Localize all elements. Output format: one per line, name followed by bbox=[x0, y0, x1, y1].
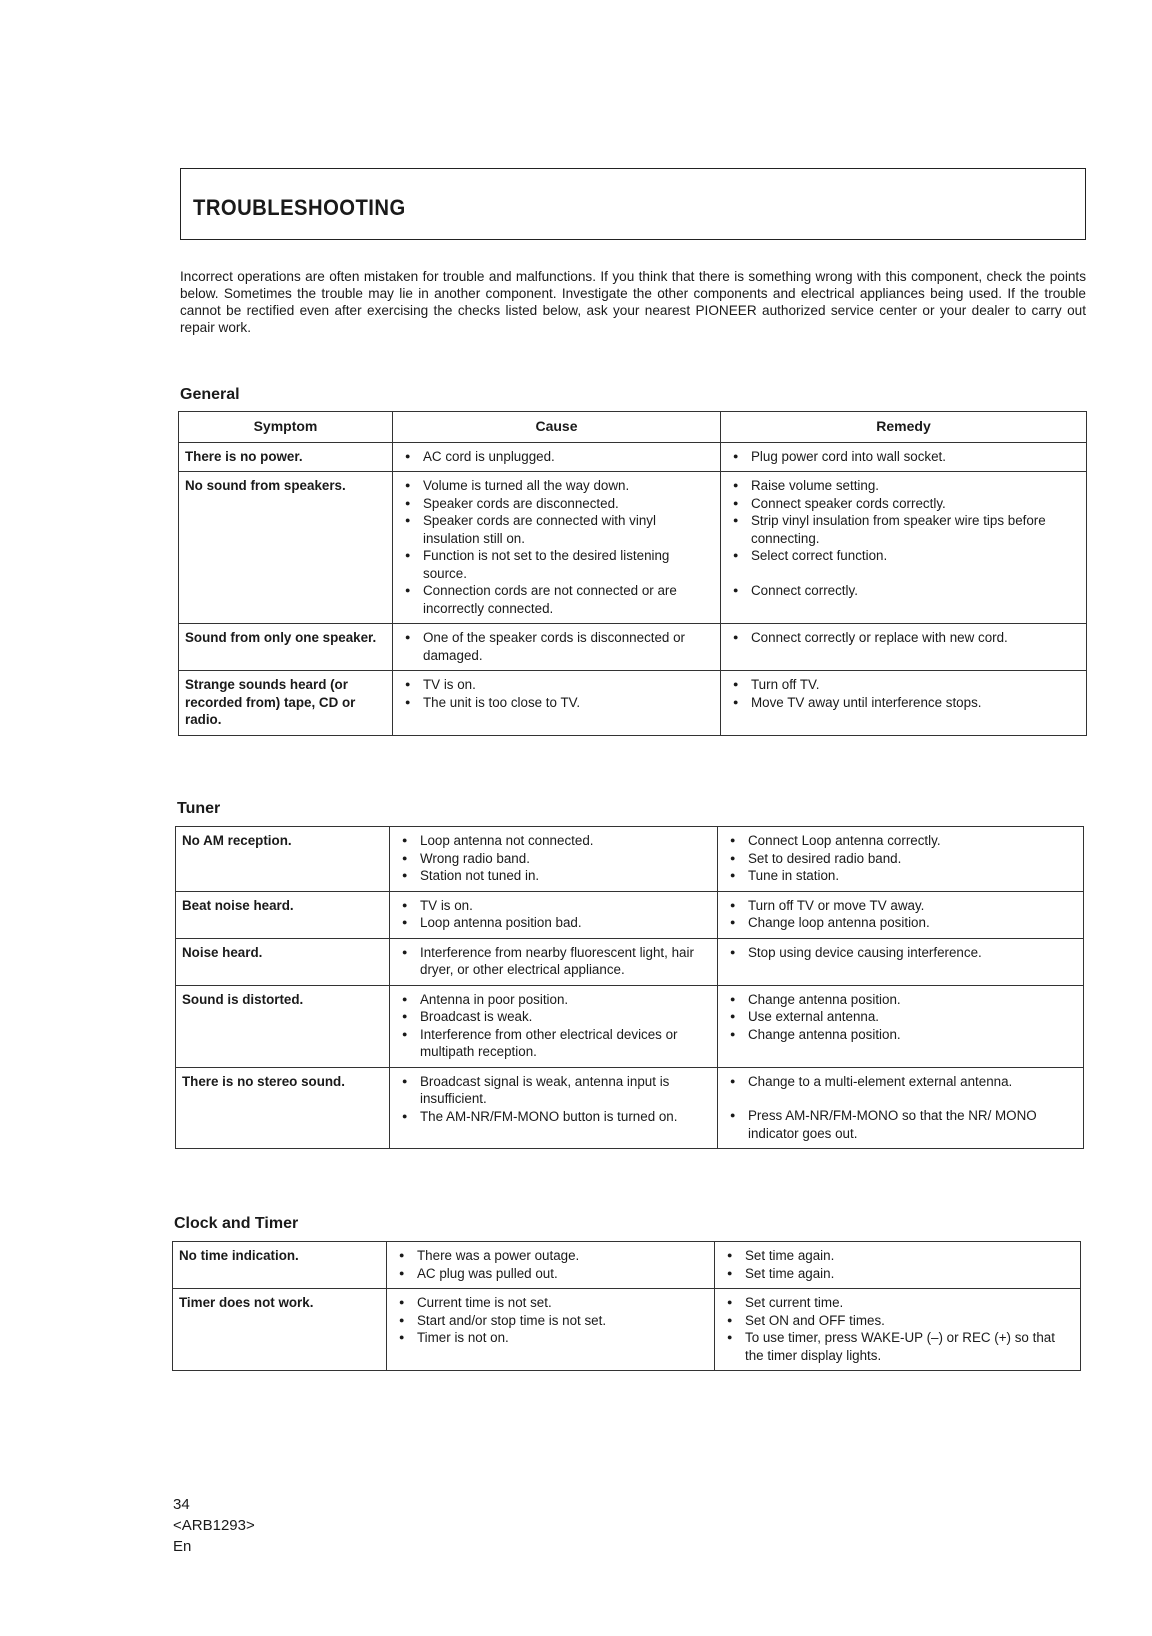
cause-item: ● Wrong radio band. bbox=[396, 850, 711, 868]
section-title-general: General bbox=[180, 386, 240, 403]
cause-cell bbox=[393, 472, 721, 624]
symptom-cell: There is no stereo sound. bbox=[176, 1067, 390, 1149]
symptom-cell: Beat noise heard. bbox=[176, 891, 390, 938]
cause-item: ● Broadcast signal is weak, antenna input is insufficient. bbox=[396, 1073, 711, 1108]
symptom-cell: No AM reception. bbox=[176, 827, 390, 892]
table-row bbox=[176, 891, 1084, 938]
table-general bbox=[178, 411, 1087, 736]
header-cause: Cause bbox=[393, 412, 721, 443]
remedy-item: ● Move TV away until interference stops. bbox=[727, 694, 1080, 712]
cause-cell bbox=[390, 891, 718, 938]
remedy-cell bbox=[715, 1289, 1081, 1371]
remedy-item: ● Raise volume setting. bbox=[727, 477, 1080, 495]
cause-item: ● Speaker cords are connected with vinyl insulation still on. bbox=[399, 512, 714, 547]
cause-cell bbox=[390, 1067, 718, 1149]
remedy-item: ● To use timer, press WAKE-UP (–) or REC (+) so that the timer display lights. bbox=[721, 1329, 1074, 1364]
remedy-item: ● Connect speaker cords correctly. bbox=[727, 495, 1080, 513]
table-tuner bbox=[175, 826, 1084, 1149]
symptom-cell: There is no power. bbox=[179, 442, 393, 472]
remedy-item: ● Plug power cord into wall socket. bbox=[727, 448, 1080, 466]
cause-cell bbox=[393, 671, 721, 736]
remedy-item: ● Set to desired radio band. bbox=[724, 850, 1077, 868]
remedy-cell bbox=[721, 671, 1087, 736]
cause-item: ● Loop antenna position bad. bbox=[396, 914, 711, 932]
cause-item: ● Loop antenna not connected. bbox=[396, 832, 711, 850]
remedy-item: ● Set time again. bbox=[721, 1247, 1074, 1265]
remedy-item: ● Stop using device causing interference. bbox=[724, 944, 1077, 962]
remedy-item: ● Set time again. bbox=[721, 1265, 1074, 1283]
remedy-cell bbox=[718, 1067, 1084, 1149]
cause-item: ● Station not tuned in. bbox=[396, 867, 711, 885]
cause-item: ● Connection cords are not connected or are incorrectly connected. bbox=[399, 582, 714, 617]
cause-item: ● Interference from other electrical devices or multipath reception. bbox=[396, 1026, 711, 1061]
symptom-cell: Strange sounds heard (or recorded from) tape, CD or radio. bbox=[179, 671, 393, 736]
cause-item: ● Interference from nearby fluorescent light, hair dryer, or other electrical appliance. bbox=[396, 944, 711, 979]
cause-cell bbox=[387, 1289, 715, 1371]
table-row bbox=[176, 938, 1084, 985]
table-row bbox=[176, 1067, 1084, 1149]
remedy-item: ● Turn off TV. bbox=[727, 676, 1080, 694]
table-clock-timer bbox=[172, 1241, 1081, 1371]
page-footer bbox=[173, 1494, 255, 1557]
section-title-clock-timer: Clock and Timer bbox=[174, 1215, 299, 1232]
cause-item: ● TV is on. bbox=[396, 897, 711, 915]
remedy-cell bbox=[715, 1242, 1081, 1289]
remedy-cell bbox=[718, 891, 1084, 938]
cause-item: ● AC plug was pulled out. bbox=[393, 1265, 708, 1283]
table-row bbox=[179, 472, 1087, 624]
remedy-item: ● Select correct function. bbox=[727, 547, 1080, 565]
table-row bbox=[179, 442, 1087, 472]
table-header-row bbox=[179, 412, 1087, 443]
cause-cell bbox=[393, 442, 721, 472]
remedy-item: ● Change loop antenna position. bbox=[724, 914, 1077, 932]
cause-item: ● Timer is not on. bbox=[393, 1329, 708, 1347]
remedy-item: ● Change antenna position. bbox=[724, 1026, 1077, 1044]
cause-cell bbox=[390, 938, 718, 985]
symptom-cell: Sound is distorted. bbox=[176, 985, 390, 1067]
cause-item: ● Volume is turned all the way down. bbox=[399, 477, 714, 495]
cause-item: ● Function is not set to the desired listening source. bbox=[399, 547, 714, 582]
header-symptom: Symptom bbox=[179, 412, 393, 443]
symptom-cell: No sound from speakers. bbox=[179, 472, 393, 624]
symptom-cell: No time indication. bbox=[173, 1242, 387, 1289]
remedy-item: ● Connect correctly or replace with new cord. bbox=[727, 629, 1080, 647]
remedy-item: ● Set current time. bbox=[721, 1294, 1074, 1312]
remedy-item: ● Change to a multi-element external antenna. bbox=[724, 1073, 1077, 1091]
cause-item: ● The unit is too close to TV. bbox=[399, 694, 714, 712]
cause-item: ● AC cord is unplugged. bbox=[399, 448, 714, 466]
symptom-cell: Sound from only one speaker. bbox=[179, 624, 393, 671]
remedy-item: ● Set ON and OFF times. bbox=[721, 1312, 1074, 1330]
remedy-cell bbox=[718, 985, 1084, 1067]
remedy-cell bbox=[721, 624, 1087, 671]
remedy-item: ● Change antenna position. bbox=[724, 991, 1077, 1009]
cause-item: ● TV is on. bbox=[399, 676, 714, 694]
cause-item: ● There was a power outage. bbox=[393, 1247, 708, 1265]
cause-item: ● Speaker cords are disconnected. bbox=[399, 495, 714, 513]
document-code: <ARB1293> bbox=[173, 1517, 255, 1534]
language-code: En bbox=[173, 1538, 192, 1555]
cause-item: ● Antenna in poor position. bbox=[396, 991, 711, 1009]
cause-cell bbox=[387, 1242, 715, 1289]
remedy-cell bbox=[718, 827, 1084, 892]
table-row bbox=[173, 1242, 1081, 1289]
remedy-item: ● Turn off TV or move TV away. bbox=[724, 897, 1077, 915]
title-box bbox=[180, 168, 1086, 240]
cause-item: ● The AM-NR/FM-MONO button is turned on. bbox=[396, 1108, 711, 1126]
cause-cell bbox=[390, 827, 718, 892]
cause-cell bbox=[393, 624, 721, 671]
table-row bbox=[173, 1289, 1081, 1371]
cause-item: ● One of the speaker cords is disconnected or damaged. bbox=[399, 629, 714, 664]
table-row bbox=[176, 985, 1084, 1067]
cause-item: ● Broadcast is weak. bbox=[396, 1008, 711, 1026]
remedy-item: ● Use external antenna. bbox=[724, 1008, 1077, 1026]
cause-cell bbox=[390, 985, 718, 1067]
cause-item: ● Start and/or stop time is not set. bbox=[393, 1312, 708, 1330]
symptom-cell: Timer does not work. bbox=[173, 1289, 387, 1371]
page-title: TROUBLESHOOTING bbox=[193, 195, 406, 220]
table-row bbox=[176, 827, 1084, 892]
remedy-item: ● Strip vinyl insulation from speaker wire tips before connecting. bbox=[727, 512, 1080, 547]
header-remedy: Remedy bbox=[721, 412, 1087, 443]
table-row bbox=[179, 671, 1087, 736]
table-row bbox=[179, 624, 1087, 671]
cause-item: ● Current time is not set. bbox=[393, 1294, 708, 1312]
remedy-cell bbox=[721, 442, 1087, 472]
remedy-item: ● Tune in station. bbox=[724, 867, 1077, 885]
section-title-tuner: Tuner bbox=[177, 800, 221, 817]
remedy-cell bbox=[718, 938, 1084, 985]
remedy-item: ● Connect Loop antenna correctly. bbox=[724, 832, 1077, 850]
intro-paragraph: Incorrect operations are often mistaken for trouble and malfunctions. If you think that there is something wrong with this component, check the points below. Sometimes the trouble may lie in another component. Investigate the other components and electrical appliances being used. If the trouble cannot be rectified even after exercising the checks listed below, ask your nearest PIONEER authorized service center or your dealer to carry out repair work. bbox=[180, 269, 1086, 335]
remedy-cell bbox=[721, 472, 1087, 624]
symptom-cell: Noise heard. bbox=[176, 938, 390, 985]
page-number: 34 bbox=[173, 1496, 190, 1513]
remedy-item: ● Connect correctly. bbox=[727, 582, 1080, 600]
remedy-item: ● Press AM-NR/FM-MONO so that the NR/ MONO indicator goes out. bbox=[724, 1107, 1077, 1142]
